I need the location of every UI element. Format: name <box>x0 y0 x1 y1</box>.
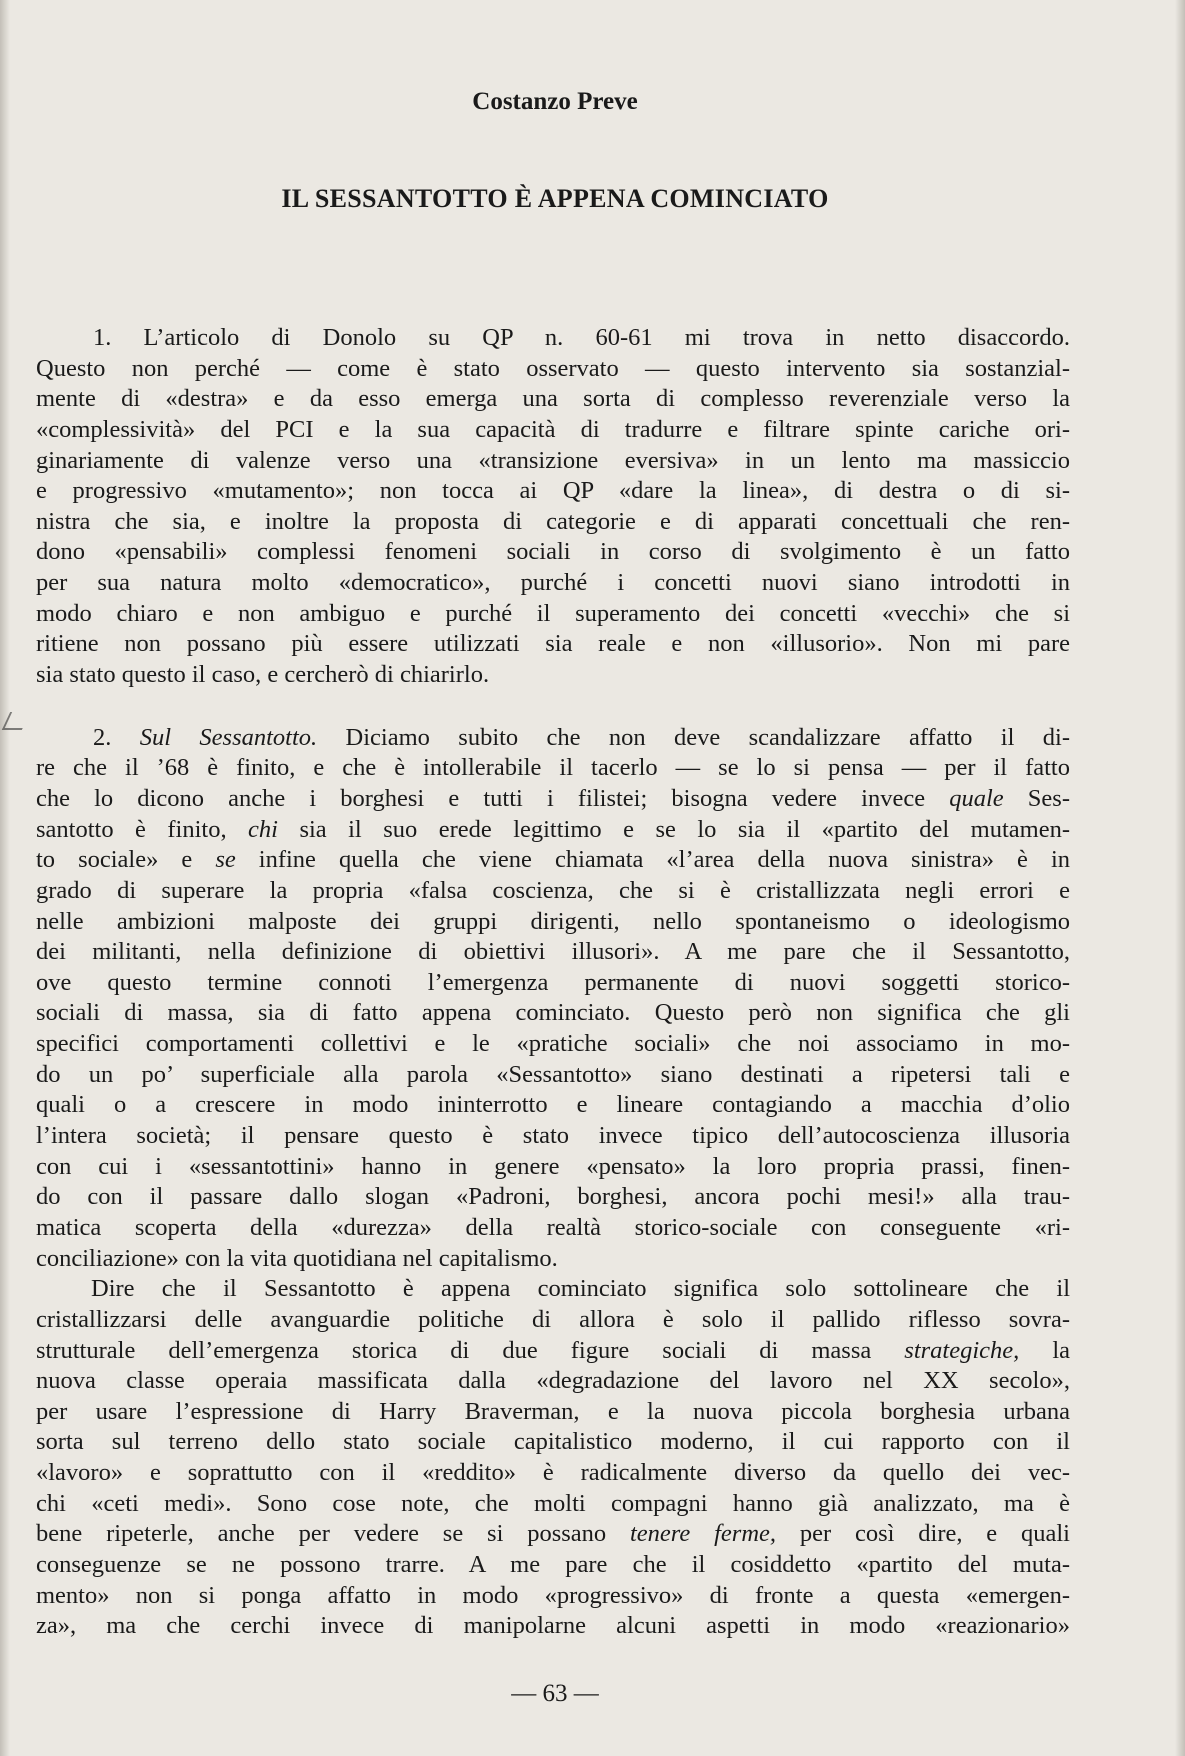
emphasis: quale <box>949 784 1004 812</box>
text-line <box>36 845 1070 876</box>
text-line: dei militanti, nella definizione di obiettivi illusori». A me pare che il Sessantotto, <box>36 938 1070 966</box>
text-line <box>36 815 1070 846</box>
section-heading: Sul Sessantotto. <box>139 723 318 751</box>
text-line: za», ma che cerchi invece di manipolarne alcuni aspetti in modo «reazionario» <box>36 1612 1070 1640</box>
text-line: specifici comportamenti collettivi e le «pratiche sociali» che noi associamo in mo- <box>36 1030 1070 1058</box>
text-line: do un po’ superficiale alla parola «Sessantotto» siano destinati a ripetersi tali e <box>36 1060 1070 1088</box>
text-line: ginariamente di valenze verso una «transizione eversiva» in un lento ma massiccio <box>36 446 1070 474</box>
text-line: sorta sul terreno dello stato sociale capitalistico moderno, il cui rapporto con il <box>36 1428 1070 1456</box>
text-line: grado di superare la propria «falsa coscienza, che si è cristallizzata negli errori e <box>36 876 1070 904</box>
text-fragment: Ses- <box>1003 784 1070 812</box>
text-fragment: per così dire, e quali <box>776 1520 1070 1548</box>
text-fragment: strutturale dell’emergenza storica di due figure sociali di massa <box>36 1336 905 1364</box>
text-line: e progressivo «mutamento»; non tocca ai QP «dare la linea», di destra o di si- <box>36 477 1070 505</box>
emphasis: se <box>215 846 236 874</box>
paragraph-section-3 <box>36 1274 1070 1642</box>
text-fragment: to sociale» e <box>36 846 216 874</box>
text-fragment: santotto è finito, <box>36 815 249 843</box>
text-line: «complessività» del PCI e la sua capacità di tradurre e filtrare spinte cariche ori- <box>36 415 1070 443</box>
text-fragment: sia il suo erede legittimo e se lo sia il «partito del mutamen- <box>277 815 1070 843</box>
text-line: sociali di massa, sia di fatto appena cominciato. Questo però non significa che gli <box>36 999 1070 1027</box>
text-fragment: Diciamo subito che non deve scandalizzare affatto il di- <box>345 723 1071 751</box>
text-line: nuova classe operaia massificata dalla «degradazione del lavoro nel XX secolo», <box>36 1367 1070 1395</box>
text-fragment: la <box>1019 1336 1070 1364</box>
text-line: sia stato questo il caso, e cercherò di chiarirlo. <box>36 661 490 689</box>
text-fragment: che lo dicono anche i borghesi e tutti i filistei; bisogna vedere invece <box>36 784 950 812</box>
text-line: matica scoperta della «durezza» della realtà storico-sociale con conseguente «ri- <box>36 1213 1070 1241</box>
section-number: 2. <box>93 723 112 751</box>
text-fragment: bene ripeterle, anche per vedere se si possano <box>36 1520 630 1548</box>
text-line: cristallizzarsi delle avanguardie politiche di allora è solo il pallido riflesso sovra- <box>36 1305 1070 1333</box>
text-line: conciliazione» con la vita quotidiana nel capitalismo. <box>36 1244 558 1272</box>
text-line: mento» non si ponga affatto in modo «progressivo» di fronte a questa «emergen- <box>36 1581 1070 1609</box>
text-line: nelle ambizioni malposte dei gruppi dirigenti, nello spontaneismo o ideologismo <box>36 907 1070 935</box>
text-line: 1. L’articolo di Donolo su QP n. 60-61 mi trova in netto disaccordo. <box>93 324 1070 351</box>
text-line: l’intera società; il pensare questo è stato invece tipico dell’autocoscienza illusoria <box>36 1122 1070 1150</box>
text-line: con cui i «sessantottini» hanno in genere «pensato» la loro propria prassi, finen- <box>36 1152 1070 1180</box>
text-line: quali o a crescere in modo ininterrotto e lineare contagiando a macchia d’olio <box>36 1091 1070 1119</box>
article-title: IL SESSANTOTTO È APPENA COMINCIATO <box>281 184 829 213</box>
article-body <box>36 323 1070 1642</box>
paragraph-section-2 <box>36 723 1070 1275</box>
text-line <box>36 784 1070 815</box>
scan-edge-right <box>1175 0 1185 1756</box>
text-line <box>36 1336 1070 1367</box>
text-line: per sua natura molto «democratico», purché i concetti nuovi siano introdotti in <box>36 569 1070 597</box>
text-line: re che il ’68 è finito, e che è intollerabile il tacerlo — se lo si pensa — per il fatto <box>36 754 1070 782</box>
page-number: — 63 — <box>511 1680 599 1707</box>
paragraph-section-1 <box>36 323 1070 691</box>
text-line: mente di «destra» e da esso emerga una sorta di complesso reverenziale verso la <box>36 385 1070 413</box>
scan-edge-left <box>0 0 10 1756</box>
text-line: nistra che sia, e inoltre la proposta di categorie e di apparati concettuali che ren- <box>36 507 1070 535</box>
text-line <box>36 723 1070 754</box>
text-line: «lavoro» e soprattutto con il «reddito» è radicalmente diverso da quello dei vec- <box>36 1459 1070 1487</box>
author-name: Costanzo Preve <box>472 88 638 115</box>
text-line: chi «ceti medi». Sono cose note, che molti compagni hanno già analizzato, ma è <box>36 1489 1070 1517</box>
emphasis: chi <box>248 815 278 843</box>
emphasis: tenere ferme, <box>629 1520 777 1548</box>
paragraph-gap <box>36 691 1070 723</box>
text-line: ove questo termine connoti l’emergenza permanente di nuovi soggetti storico- <box>36 968 1070 996</box>
text-line: conseguenze se ne possono trarre. A me pare che il cosiddetto «partito del muta- <box>36 1550 1070 1578</box>
text-line: ritiene non possano più essere utilizzati sia reale e non «illusorio». Non mi pare <box>36 630 1070 658</box>
text-line: dono «pensabili» complessi fenomeni sociali in corso di svolgimento è un fatto <box>36 538 1070 566</box>
text-line <box>36 1519 1070 1550</box>
text-line: per usare l’espressione di Harry Braverman, e la nuova piccola borghesia urbana <box>36 1397 1070 1425</box>
text-line: modo chiaro e non ambiguo e purché il superamento dei concetti «vecchi» che si <box>36 599 1070 627</box>
text-fragment: infine quella che viene chiamata «l’area della nuova sinistra» è in <box>235 846 1071 874</box>
text-line: do con il passare dallo slogan «Padroni, borghesi, ancora pochi mesi!» alla trau- <box>36 1183 1070 1211</box>
emphasis: strategiche, <box>904 1336 1020 1364</box>
text-line: Dire che il Sessantotto è appena cominciato significa solo sottolineare che il <box>91 1275 1070 1303</box>
text-line: Questo non perché — come è stato osservato — questo intervento sia sostanzial- <box>36 354 1070 382</box>
